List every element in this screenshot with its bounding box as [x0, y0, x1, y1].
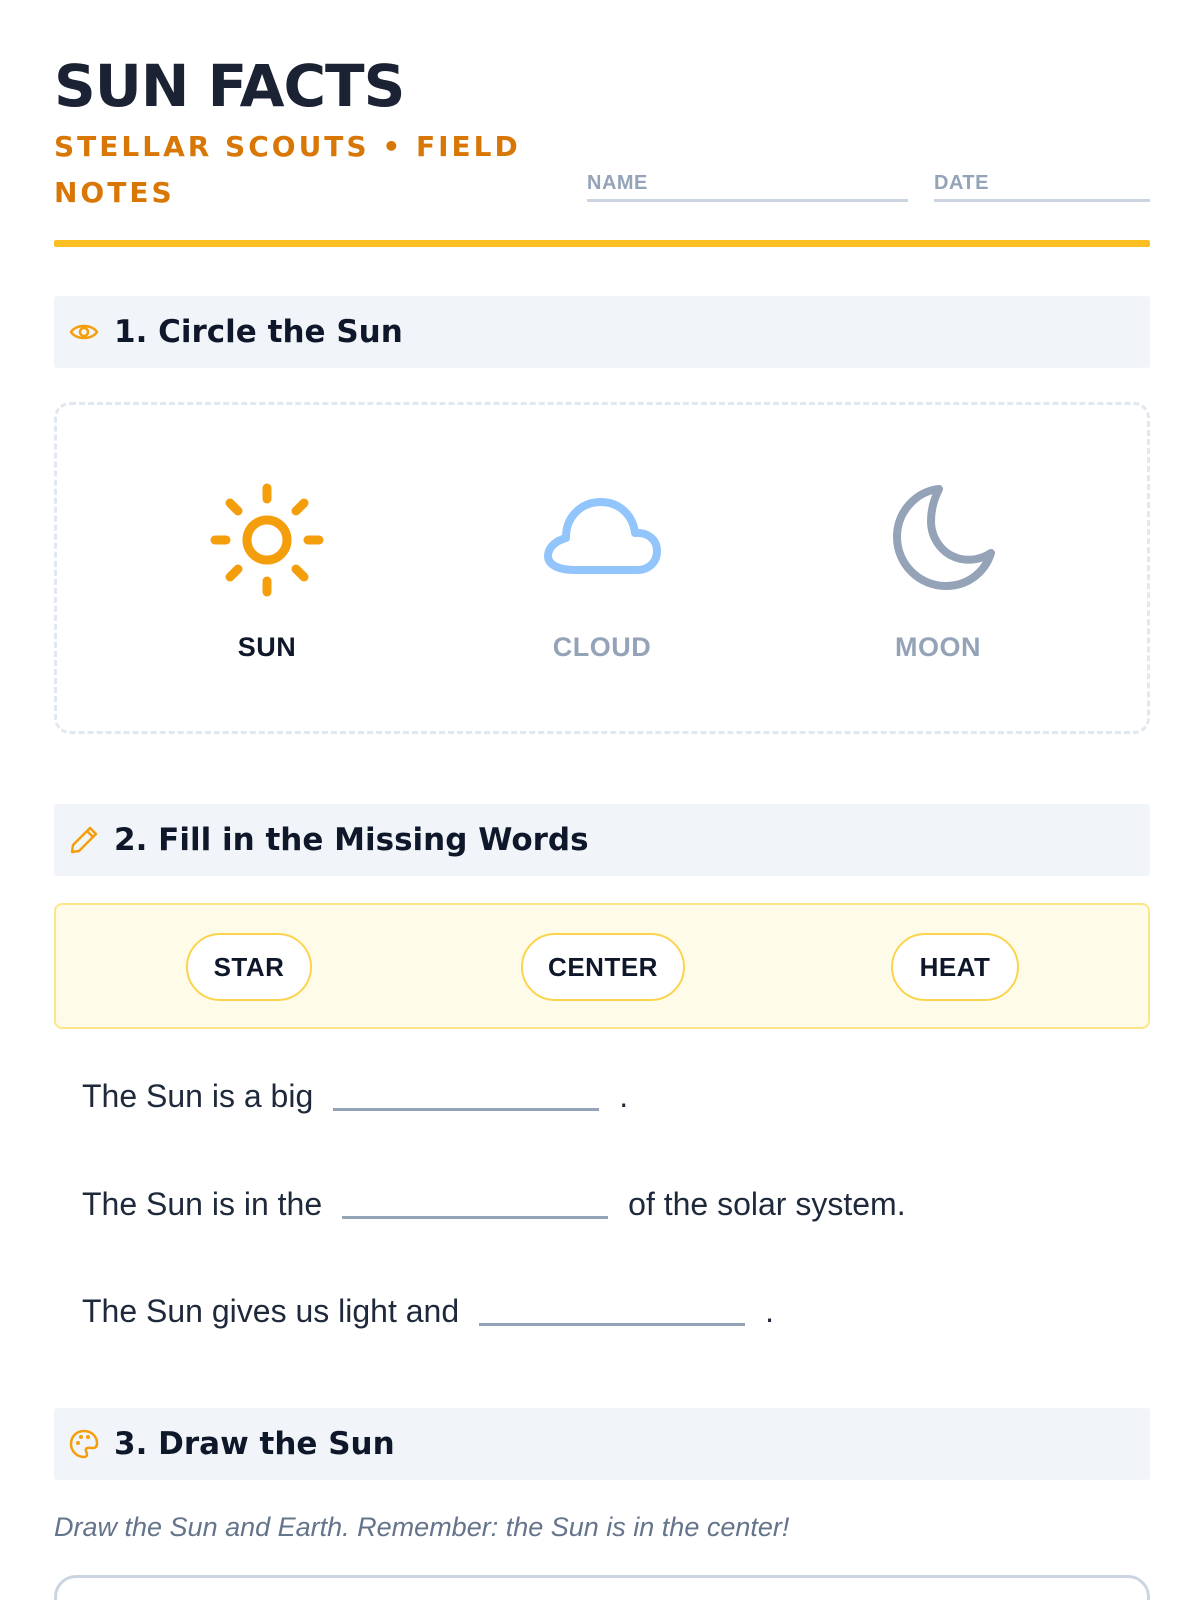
sentence-2-end: of the solar system. [628, 1186, 906, 1222]
section-1-title: 1. Circle the Sun [114, 314, 403, 350]
sentence-1 [82, 1078, 628, 1115]
word-chip-center[interactable]: CENTER [521, 933, 685, 1001]
answer-blank-1[interactable] [333, 1108, 599, 1111]
sentence-1-text: The Sun is a big [82, 1078, 314, 1114]
answer-blank-2[interactable] [342, 1216, 608, 1219]
eye-icon [68, 316, 100, 348]
section-3-title: 3. Draw the Sun [114, 1426, 395, 1462]
date-label: DATE [934, 172, 989, 194]
sun-icon [202, 475, 332, 605]
sentence-1-end: . [619, 1078, 629, 1114]
page-title: SUN FACTS [54, 52, 405, 120]
word-bank [54, 903, 1150, 1029]
section-2-header [54, 804, 1150, 876]
drawing-area[interactable] [54, 1575, 1150, 1600]
name-label: NAME [587, 172, 648, 194]
sentence-2 [82, 1186, 906, 1223]
word-chip-heat[interactable]: HEAT [891, 933, 1019, 1001]
palette-icon [68, 1428, 100, 1460]
section-3-header [54, 1408, 1150, 1480]
sentence-3 [82, 1293, 774, 1330]
worksheet-header [54, 52, 1150, 209]
choice-moon[interactable] [838, 475, 1038, 663]
choice-cloud-label: CLOUD [552, 632, 652, 662]
sentence-3-text: The Sun gives us light and [82, 1293, 460, 1329]
cloud-icon [537, 475, 667, 605]
moon-icon [873, 475, 1003, 605]
drawing-instructions: Draw the Sun and Earth. Remember: the Sun is in the center! [54, 1512, 790, 1542]
choice-sun[interactable] [167, 475, 367, 663]
sentence-2-text: The Sun is in the [82, 1186, 323, 1222]
choice-sun-label: SUN [237, 632, 297, 662]
word-chip-star[interactable]: STAR [186, 933, 312, 1001]
pencil-icon [68, 824, 100, 856]
sentence-3-end: . [765, 1293, 775, 1329]
page-subtitle: STELLAR SCOUTS • FIELD NOTES [54, 130, 521, 209]
answer-blank-3[interactable] [479, 1323, 745, 1326]
choice-cloud[interactable] [502, 475, 702, 663]
choice-moon-label: MOON [895, 632, 981, 662]
section-2-title: 2. Fill in the Missing Words [114, 822, 589, 858]
date-field[interactable] [934, 172, 1150, 202]
header-divider [54, 240, 1150, 247]
section-1-header [54, 296, 1150, 368]
name-field[interactable] [587, 172, 908, 202]
circle-the-sun-area [54, 402, 1150, 734]
